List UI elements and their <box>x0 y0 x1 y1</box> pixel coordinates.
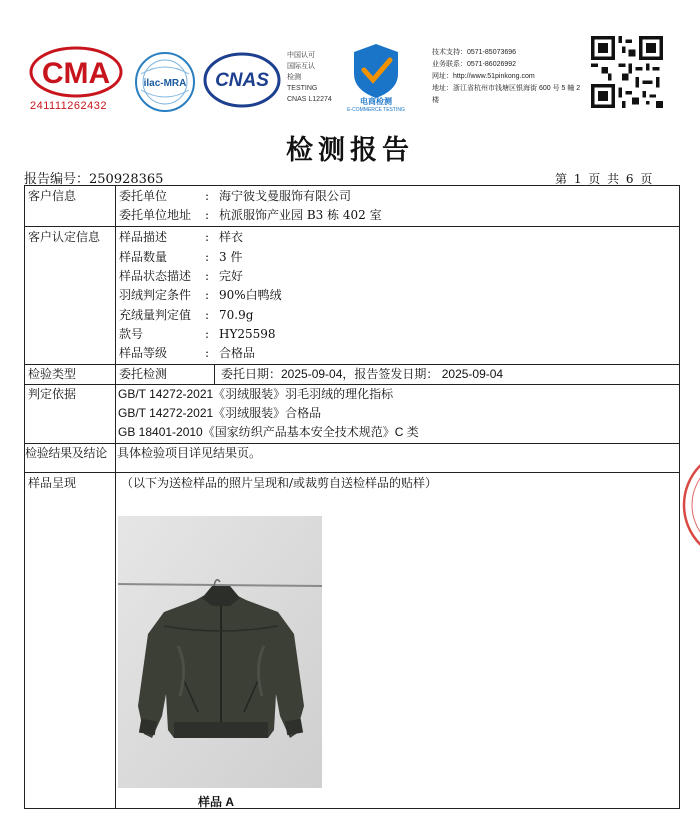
qr-code <box>590 36 664 108</box>
business-contact: 业务联系：0571-86026992 <box>432 61 517 68</box>
client-address-label: 委托单位地址 <box>119 208 192 222</box>
confirmed-value: 3 件 <box>219 250 243 264</box>
cnas-line: CNAS L12274 <box>287 96 332 103</box>
contact-info <box>432 47 582 107</box>
client-section-label: 客户信息 <box>28 189 77 203</box>
basis-line: GB/T 14272-2021《羽绒服装》合格品 <box>118 406 322 420</box>
page-info: 第 1 页 共 6 页 <box>555 172 653 186</box>
confirmed-value: 完好 <box>219 269 244 283</box>
ecommerce-testing-logo <box>340 40 412 112</box>
basis-section-label: 判定依据 <box>28 387 77 401</box>
conclusion-section-label: 检验结果及结论 <box>25 446 107 460</box>
inspection-section-label: 检验类型 <box>28 367 77 381</box>
confirmed-value: HY25598 <box>219 327 276 341</box>
colon: : <box>205 250 210 264</box>
inspection-type: 委托检测 <box>119 367 168 381</box>
address: 地址：浙江省杭州市钱塘区银海街 600 号 5 幢 2 楼 <box>432 85 581 104</box>
colon: : <box>205 346 210 360</box>
cnas-text: CNAS <box>215 70 269 91</box>
inspection-dates: 委托日期：2025-09-04，报告签发日期： 2025-09-04 <box>221 367 504 381</box>
client-unit-label: 委托单位 <box>119 189 168 203</box>
colon: : <box>205 308 210 322</box>
colon: : <box>205 327 210 341</box>
website[interactable]: 网址：http://www.51pinkong.com <box>432 73 535 80</box>
colon: : <box>205 288 210 302</box>
confirmed-section-label: 客户认定信息 <box>28 230 101 244</box>
tech-support: 技术支持：0571-85073696 <box>432 49 517 56</box>
confirmed-label: 款号 <box>119 327 144 341</box>
ecom-sub: E-COMMERCE TESTING <box>347 107 405 112</box>
ecom-title: 电商检测 <box>360 97 392 106</box>
sample-section-label: 样品呈现 <box>28 476 77 490</box>
confirmed-label: 充绒量判定值 <box>119 308 192 322</box>
confirmed-label: 样品等级 <box>119 346 168 360</box>
confirmed-value: 70.9g <box>219 308 254 322</box>
ilac-text: ilac-MRA <box>143 78 187 89</box>
ilac-mra-logo <box>133 50 197 114</box>
colon: : <box>205 208 210 222</box>
confirmed-label: 样品数量 <box>119 250 168 264</box>
cnas-info <box>287 50 332 105</box>
colon: : <box>205 269 210 283</box>
cnas-line: 国际互认 <box>287 63 315 70</box>
cnas-logo <box>203 52 281 108</box>
cma-text: CMA <box>41 57 111 90</box>
conclusion-text: 具体检验项目详见结果页。 <box>117 446 262 460</box>
colon: : <box>205 230 210 244</box>
cnas-line: 中国认可 <box>287 52 315 59</box>
confirmed-label: 羽绒判定条件 <box>119 288 192 302</box>
sample-photo <box>118 516 322 788</box>
confirmed-value: 样衣 <box>219 230 244 244</box>
sample-caption: 样品 A <box>198 795 235 809</box>
confirmed-label: 样品描述 <box>119 230 168 244</box>
report-number: 报告编号：250928365 <box>24 172 164 187</box>
confirmed-value: 90%白鸭绒 <box>219 288 282 302</box>
client-unit-value: 海宁彼戈曼服饰有限公司 <box>219 189 352 203</box>
cnas-line: TESTING <box>287 85 318 92</box>
cma-number: 241111262432 <box>30 100 107 112</box>
confirmed-label: 样品状态描述 <box>119 269 192 283</box>
red-seal <box>680 440 700 570</box>
colon: : <box>205 189 210 203</box>
sample-note: （以下为送检样品的照片呈现和/或裁剪自送检样品的贴样） <box>121 476 438 490</box>
basis-line: GB/T 14272-2021《羽绒服装》羽毛羽绒的理化指标 <box>118 387 394 401</box>
basis-line: GB 18401-2010《国家纺织产品基本安全技术规范》C 类 <box>118 425 419 439</box>
confirmed-value: 合格品 <box>219 346 256 360</box>
client-address-value: 杭派服饰产业园 B3 栋 402 室 <box>219 208 382 222</box>
report-title: 检测报告 <box>286 135 414 166</box>
cnas-line: 检测 <box>287 74 301 81</box>
